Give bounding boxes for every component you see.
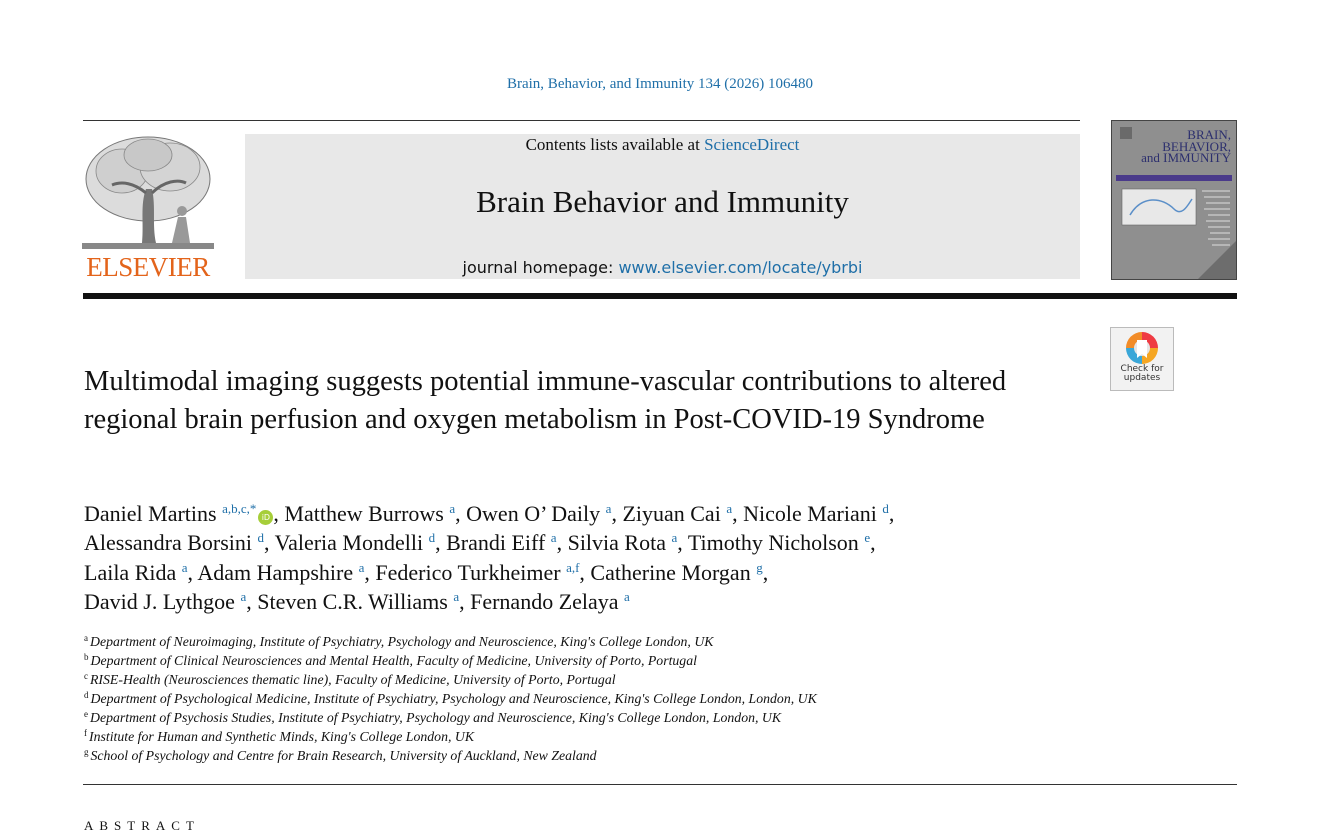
affiliation-key: a [84, 633, 88, 643]
author-name[interactable]: Fernando Zelaya [470, 588, 619, 614]
orcid-icon[interactable]: iD [258, 510, 273, 525]
affiliation-key: d [84, 690, 89, 700]
affiliation-key: e [84, 709, 88, 719]
author-name[interactable]: Alessandra Borsini [84, 530, 253, 556]
author-name[interactable]: Laila Rida [84, 559, 177, 585]
publisher-name: ELSEVIER [86, 252, 210, 282]
affiliation-key: f [84, 728, 87, 738]
journal-homepage-link[interactable]: www.elsevier.com/locate/ybrbi [618, 258, 863, 277]
masthead-thick-divider [83, 293, 1237, 299]
crossmark-label-line2: updates [1123, 373, 1161, 383]
author-name[interactable]: Valeria Mondelli [274, 530, 424, 556]
contents-prefix: Contents lists available at [525, 135, 705, 154]
affiliation-item [84, 708, 1084, 727]
author-affiliation-marker[interactable]: e [864, 530, 871, 546]
author-affiliation-marker[interactable]: g [756, 559, 763, 575]
author-name[interactable]: Timothy Nicholson [687, 530, 859, 556]
author-affiliation-marker[interactable]: a [240, 588, 247, 604]
cover-title-line: BRAIN, [1187, 127, 1231, 142]
author-affiliation-marker[interactable]: a [624, 588, 630, 604]
affiliation-text: Department of Neuroimaging, Institute of Psychiatry, Psychology and Neuroscience, King's College London, UK [90, 634, 714, 649]
author-affiliation-marker[interactable]: a [358, 559, 365, 575]
affiliation-key: g [84, 747, 89, 757]
affiliation-item [84, 651, 1084, 670]
affiliation-text: Department of Clinical Neurosciences and Mental Health, Faculty of Medicine, University of Porto, Portugal [90, 653, 697, 668]
affiliation-text: RISE-Health (Neurosciences thematic line), Faculty of Medicine, University of Porto, Portugal [90, 672, 616, 687]
author-affiliation-marker[interactable]: a [449, 501, 456, 516]
article-title: Multimodal imaging suggests potential immune-vascular contributions to altered regional brain perfusion and oxygen metabolism in Post-COVID-19 Syndrome [84, 366, 1007, 435]
author-name[interactable]: Owen O’ Daily [466, 501, 601, 526]
author-name[interactable]: Catherine Morgan [590, 559, 751, 585]
affiliation-item [84, 632, 1084, 651]
contents-line [245, 135, 1080, 155]
affiliation-item [84, 670, 1084, 689]
affiliation-text: Department of Psychological Medicine, Institute of Psychiatry, Psychology and Neuroscience, King's College London, London, UK [90, 691, 817, 706]
header-divider [83, 120, 1080, 121]
affiliation-text: Department of Psychosis Studies, Institute of Psychiatry, Psychology and Neuroscience, King's College London, London, UK [90, 710, 782, 725]
author-affiliation-marker[interactable]: a,f [566, 559, 580, 575]
sciencedirect-link[interactable]: ScienceDirect [704, 135, 800, 154]
affiliation-text: Institute for Human and Synthetic Minds, King's College London, UK [89, 729, 475, 744]
section-divider [83, 784, 1237, 785]
author-affiliation-marker[interactable]: d [257, 530, 265, 546]
author-name[interactable]: Nicole Mariani [743, 501, 877, 526]
check-for-updates-button[interactable] [1110, 327, 1174, 391]
author-affiliation-marker[interactable]: d [428, 530, 436, 546]
affiliation-key: c [84, 671, 88, 681]
homepage-prefix: journal homepage: [462, 258, 619, 277]
author-affiliation-marker[interactable]: a [181, 559, 188, 575]
abstract-heading: ABSTRACT [84, 818, 200, 833]
author-name[interactable]: Adam Hampshire [197, 559, 354, 585]
author-affiliation-marker[interactable]: a [726, 501, 733, 516]
crossmark-label [1111, 365, 1173, 383]
author-affiliation-marker[interactable]: a [671, 530, 678, 546]
author-name[interactable]: Ziyuan Cai [622, 501, 721, 526]
affiliation-text: School of Psychology and Centre for Brain Research, University of Auckland, New Zealand [90, 748, 597, 763]
journal-cover-thumbnail[interactable] [1111, 120, 1237, 280]
author-name[interactable]: Federico Turkheimer [375, 559, 561, 585]
author-name[interactable]: Steven C.R. Williams [257, 588, 448, 614]
author-affiliation-marker[interactable]: a [605, 501, 612, 516]
homepage-line [245, 258, 1080, 277]
author-affiliation-marker[interactable]: a,b,c,* [222, 501, 257, 516]
cover-title-line: and IMMUNITY [1141, 150, 1231, 165]
journal-name: Brain Behavior and Immunity [476, 184, 849, 219]
affiliation-key: b [84, 652, 89, 662]
author-name[interactable]: Brandi Eiff [446, 530, 546, 556]
elsevier-logo[interactable] [82, 133, 214, 281]
crossmark-icon [1124, 330, 1160, 366]
crossmark-label-line1: Check for [1120, 364, 1164, 374]
author-affiliation-marker[interactable]: a [453, 588, 460, 604]
author-name[interactable]: Silvia Rota [567, 530, 666, 556]
author-affiliation-marker[interactable]: d [882, 501, 889, 516]
cover-title-line: BEHAVIOR, [1162, 138, 1231, 154]
author-name[interactable]: David J. Lythgoe [84, 588, 235, 614]
journal-masthead [245, 134, 1080, 279]
cover-title [1141, 129, 1231, 164]
author-affiliation-marker[interactable]: a [550, 530, 557, 546]
author-name[interactable]: Matthew Burrows [284, 501, 444, 526]
affiliation-item [84, 689, 1084, 708]
tree-emblem-icon [82, 133, 214, 251]
affiliation-item [84, 746, 1084, 765]
author-list: Daniel Martins $^{a,b,c,*}$iD , Matthew Burrows $^a$, Owen O’ Daily $^a$, Ziyuan Cai $^a$, Nicole Mariani $^d$, Alessandra Borsini $^d$, Valeria Mondelli $^d$, Brandi Eiff $^a$, Silvia Rota $^a$, Timothy Nicholson $^e$, Laila Rida $^a$, Adam Hampshire $^a$, Federico Turkheimer $^{a,f}$, Catherine Morgan $^g$, David J. Lythgoe $^a$, Steven C.R. Williams $^a$, Fernando Zelaya $^a$ [84, 501, 895, 614]
affiliation-list [84, 632, 1084, 765]
journal-citation[interactable]: Brain, Behavior, and Immunity 134 (2026) 106480 [506, 76, 814, 92]
affiliation-item [84, 727, 1084, 746]
author-name[interactable]: Daniel Martins [84, 501, 217, 526]
